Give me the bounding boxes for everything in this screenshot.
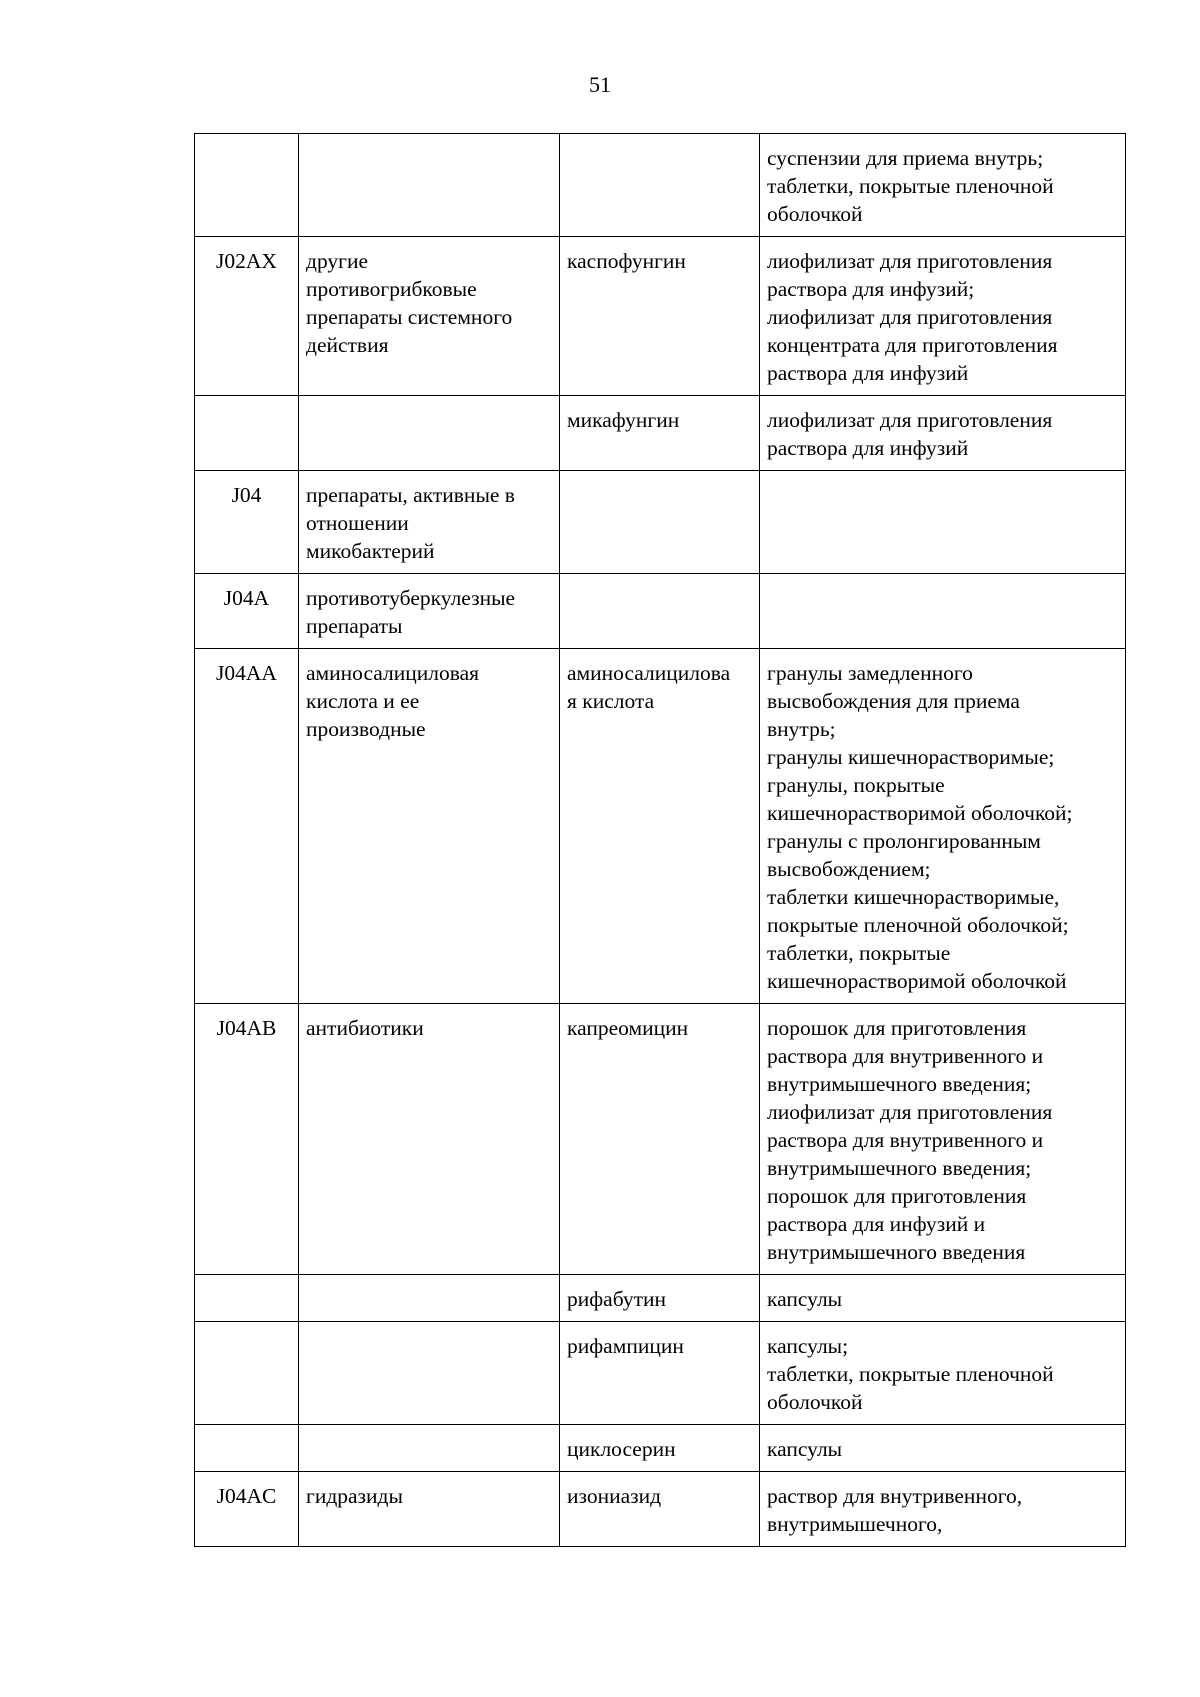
substance-cell (560, 649, 760, 1004)
dosage-forms-line: лиофилизат для приготовления (767, 305, 1053, 329)
dosage-forms-cell (760, 649, 1126, 1004)
group-name-line: кислота и ее (306, 689, 420, 713)
substance-line: рифабутин (567, 1287, 667, 1311)
substance-cell (560, 1275, 760, 1322)
dosage-forms-line: высвобождения для приема (767, 689, 1020, 713)
group-name-line: гидразиды (306, 1484, 403, 1508)
dosage-forms-line: порошок для приготовления (767, 1184, 1027, 1208)
group-name-cell (299, 1472, 560, 1547)
group-name-line: препараты (306, 614, 403, 638)
substance-cell (560, 396, 760, 471)
group-name-line: другие (306, 249, 369, 273)
dosage-forms-line: раствор для внутривенного, (767, 1484, 1023, 1508)
group-name-cell (299, 134, 560, 237)
substance-cell (560, 134, 760, 237)
dosage-forms-line: капсулы; (767, 1334, 849, 1358)
dosage-forms-cell (760, 1472, 1126, 1547)
dosage-forms-line: раствора для инфузий; (767, 277, 975, 301)
substance-cell (560, 1472, 760, 1547)
group-name-cell (299, 649, 560, 1004)
table-row (195, 649, 1126, 1004)
dosage-forms-line: кишечнорастворимой оболочкой; (767, 801, 1073, 825)
dosage-forms-line: лиофилизат для приготовления (767, 249, 1053, 273)
atc-code: J04AC (216, 1484, 277, 1508)
group-name-line: антибиотики (306, 1016, 424, 1040)
dosage-forms-line: таблетки кишечнорастворимые, (767, 885, 1060, 909)
group-name-line: аминосалициловая (306, 661, 480, 685)
atc-code: J04A (223, 586, 270, 610)
substance-cell (560, 1004, 760, 1275)
table-row (195, 134, 1126, 237)
dosage-forms-line: раствора для инфузий (767, 361, 969, 385)
dosage-forms-line: раствора для инфузий (767, 436, 969, 460)
atc-code-cell (195, 1004, 299, 1275)
atc-code-cell (195, 1472, 299, 1547)
table-row (195, 471, 1126, 574)
atc-code: J04AA (216, 661, 277, 685)
atc-code-cell (195, 396, 299, 471)
dosage-forms-line: капсулы (767, 1287, 843, 1311)
substance-line: я кислота (567, 689, 655, 713)
substance-line: циклосерин (567, 1437, 676, 1461)
group-name-cell (299, 1322, 560, 1425)
group-name-line: действия (306, 333, 389, 357)
substance-cell (560, 471, 760, 574)
dosage-forms-line: лиофилизат для приготовления (767, 408, 1053, 432)
group-name-line: препараты, активные в (306, 483, 515, 507)
dosage-forms-line: гранулы замедленного (767, 661, 973, 685)
group-name-cell (299, 237, 560, 396)
dosage-forms-cell (760, 471, 1126, 574)
group-name-line: препараты системного (306, 305, 513, 329)
drug-table (194, 133, 1126, 1547)
atc-code-cell (195, 574, 299, 649)
substance-line: рифампицин (567, 1334, 684, 1358)
dosage-forms-line: гранулы с пролонгированным (767, 829, 1041, 853)
group-name-line: производные (306, 717, 426, 741)
dosage-forms-line: гранулы, покрытые (767, 773, 945, 797)
table-row (195, 396, 1126, 471)
dosage-forms-cell (760, 1275, 1126, 1322)
table-row (195, 237, 1126, 396)
dosage-forms-cell (760, 396, 1126, 471)
dosage-forms-cell (760, 134, 1126, 237)
dosage-forms-line: таблетки, покрытые пленочной (767, 174, 1054, 198)
dosage-forms-line: оболочкой (767, 202, 863, 226)
atc-code-cell (195, 649, 299, 1004)
substance-line: микафунгин (567, 408, 680, 432)
dosage-forms-line: внутримышечного, (767, 1512, 943, 1536)
substance-cell (560, 574, 760, 649)
dosage-forms-line: гранулы кишечнорастворимые; (767, 745, 1055, 769)
atc-code-cell (195, 471, 299, 574)
atc-code: J04AB (216, 1016, 277, 1040)
atc-code: J02AX (216, 249, 277, 273)
dosage-forms-line: покрытые пленочной оболочкой; (767, 913, 1069, 937)
dosage-forms-line: оболочкой (767, 1390, 863, 1414)
dosage-forms-line: внутрь; (767, 717, 836, 741)
dosage-forms-line: порошок для приготовления (767, 1016, 1027, 1040)
group-name-cell (299, 1275, 560, 1322)
atc-code-cell (195, 134, 299, 237)
group-name-line: отношении (306, 511, 409, 535)
group-name-cell (299, 396, 560, 471)
dosage-forms-line: раствора для внутривенного и (767, 1044, 1044, 1068)
table-row (195, 1004, 1126, 1275)
group-name-line: противогрибковые (306, 277, 477, 301)
dosage-forms-cell (760, 237, 1126, 396)
group-name-line: микобактерий (306, 539, 435, 563)
substance-cell (560, 1425, 760, 1472)
dosage-forms-line: внутримышечного введения; (767, 1072, 1032, 1096)
atc-code: J04 (231, 483, 262, 507)
dosage-forms-line: таблетки, покрытые пленочной (767, 1362, 1054, 1386)
substance-cell (560, 237, 760, 396)
dosage-forms-line: концентрата для приготовления (767, 333, 1058, 357)
substance-line: каспофунгин (567, 249, 686, 273)
dosage-forms-line: капсулы (767, 1437, 843, 1461)
atc-code-cell (195, 1425, 299, 1472)
dosage-forms-line: высвобождением; (767, 857, 931, 881)
substance-line: капреомицин (567, 1016, 689, 1040)
dosage-forms-line: внутримышечного введения (767, 1240, 1026, 1264)
group-name-line: противотуберкулезные (306, 586, 516, 610)
group-name-cell (299, 574, 560, 649)
table-row (195, 574, 1126, 649)
group-name-cell (299, 1004, 560, 1275)
dosage-forms-cell (760, 1322, 1126, 1425)
page-number: 51 (589, 72, 611, 97)
atc-code-cell (195, 1322, 299, 1425)
dosage-forms-line: кишечнорастворимой оболочкой (767, 969, 1067, 993)
dosage-forms-line: суспензии для приема внутрь; (767, 146, 1044, 170)
table-row (195, 1275, 1126, 1322)
substance-line: изониазид (567, 1484, 662, 1508)
dosage-forms-line: раствора для внутривенного и (767, 1128, 1044, 1152)
dosage-forms-line: внутримышечного введения; (767, 1156, 1032, 1180)
dosage-forms-cell (760, 1004, 1126, 1275)
dosage-forms-line: раствора для инфузий и (767, 1212, 986, 1236)
table-body (195, 134, 1126, 1547)
table-row (195, 1472, 1126, 1547)
dosage-forms-line: таблетки, покрытые (767, 941, 951, 965)
atc-code-cell (195, 237, 299, 396)
group-name-cell (299, 471, 560, 574)
substance-cell (560, 1322, 760, 1425)
group-name-cell (299, 1425, 560, 1472)
dosage-forms-cell (760, 1425, 1126, 1472)
atc-code-cell (195, 1275, 299, 1322)
dosage-forms-cell (760, 574, 1126, 649)
table-row (195, 1425, 1126, 1472)
substance-line: аминосалицилова (567, 661, 731, 685)
dosage-forms-line: лиофилизат для приготовления (767, 1100, 1053, 1124)
table-row (195, 1322, 1126, 1425)
